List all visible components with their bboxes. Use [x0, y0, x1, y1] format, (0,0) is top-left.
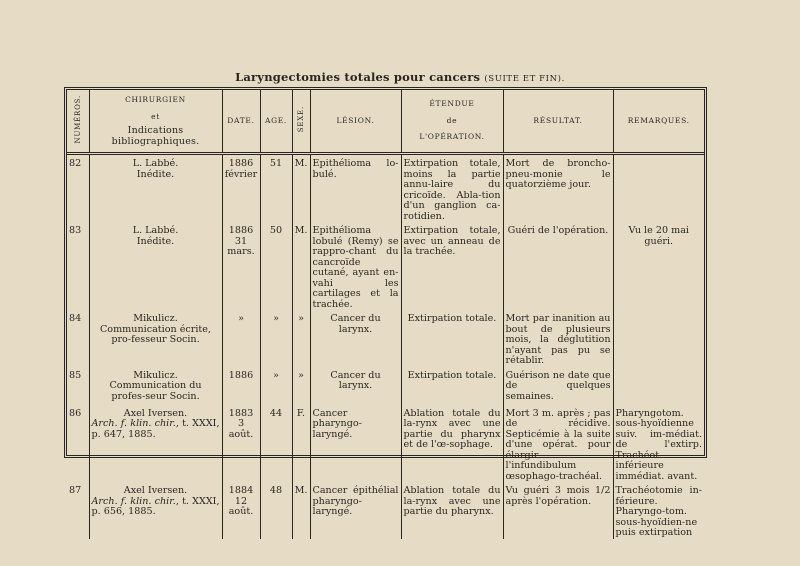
cell-lesion: Cancer du larynx.: [310, 310, 401, 367]
header-lesion: LÉSION.: [310, 90, 401, 154]
cell-chirurgien: Axel Iversen. Arch. f. klin. chir., t. XXXI, p. 656, 1885.: [89, 482, 222, 539]
cell-lesion: Cancer épithélial pharyngo-laryngé.: [310, 482, 401, 539]
cell-sexe: M.: [292, 154, 310, 223]
cell-etendue: Extirpation totale.: [401, 310, 503, 367]
page-title: [0, 70, 800, 84]
table-row: [67, 222, 704, 310]
cell-date: 1883 3 août.: [222, 405, 260, 483]
cell-etendue: Extirpation totale.: [401, 367, 503, 405]
cell-num: 87: [69, 485, 82, 496]
cell-num: 84: [69, 313, 82, 324]
cell-remarques: Vu le 20 mai guéri.: [613, 222, 704, 310]
cell-lesion: Cancer pharyngo-laryngé.: [310, 405, 401, 483]
header-numeros: NUMÉROS.: [67, 90, 89, 154]
cell-sexe: F.: [292, 405, 310, 483]
table-row: [67, 154, 704, 223]
cell-etendue: Extirpation totale, moins la partie annu-laire du cricoïde. Abla-tion d'un ganglion ca-rotidien.: [401, 154, 503, 223]
cell-remarques: Trachéotomie in-férieure. Pharyngo-tom. sous-hyoïdien-ne puis extirpation: [613, 482, 704, 539]
cell-num: 82: [69, 158, 82, 169]
table-row: [67, 367, 704, 405]
cell-age: »: [260, 367, 292, 405]
header-resultat: RÉSULTAT.: [503, 90, 613, 154]
cell-lesion: Epithélioma lobulé (Remy) se rappro-chant du cancroïde cutané, ayant en-vahi les cartilages et la trachée.: [310, 222, 401, 310]
cell-chirurgien: Mikulicz. Communication écrite, pro-fesseur Socin.: [89, 310, 222, 367]
cell-age: »: [260, 310, 292, 367]
cell-num: 86: [69, 407, 82, 419]
cell-resultat: Mort 3 m. après ; pas de récidive. Septicémie à la suite d'une opérat. pour élargir l'infundibulum œsophago-trachéal.: [503, 405, 613, 483]
table-row: [67, 310, 704, 367]
cell-resultat: Vu guéri 3 mois 1/2 après l'opération.: [503, 482, 613, 539]
cell-age: 50: [260, 222, 292, 310]
cell-resultat: Mort par inanition au bout de plusieurs mois, la déglutition n'ayant pas pu se rétablir.: [503, 310, 613, 367]
cell-chirurgien: L. Labbé. Inédite.: [89, 154, 222, 223]
cell-sexe: »: [292, 310, 310, 367]
cell-sexe: M.: [292, 222, 310, 310]
cell-remarques: [613, 154, 704, 223]
header-date: DATE.: [222, 90, 260, 154]
cell-resultat: Mort de broncho-pneu-monie le quatorzième jour.: [503, 154, 613, 223]
cell-remarques: Pharyngotom. sous-hyoïdienne suiv. im-médiat. de l'extirp. Trachéot. inférieure immédiat. avant.: [613, 405, 704, 483]
cell-date: »: [222, 310, 260, 367]
header-chirurgien: CHIRURGIEN et Indications bibliographiques.: [89, 90, 222, 154]
cell-sexe: »: [292, 367, 310, 405]
cell-remarques: [613, 310, 704, 367]
header-row: [67, 90, 704, 154]
cell-etendue: Ablation totale du la-rynx avec une partie du pharynx et de l'œ-sophage.: [401, 405, 503, 483]
title-main: Laryngectomies totales pour cancers: [235, 70, 481, 84]
cell-chirurgien: L. Labbé. Inédite.: [89, 222, 222, 310]
cell-resultat: Guérison ne date que de quelques semaines.: [503, 367, 613, 405]
cell-date: 1886 février: [222, 154, 260, 223]
cell-age: 48: [260, 482, 292, 539]
cell-num: 83: [69, 225, 82, 236]
header-sexe: SEXE.: [292, 90, 310, 154]
laryngectomy-table: [64, 87, 707, 538]
cell-age: 51: [260, 154, 292, 223]
header-remarques: REMARQUES.: [613, 90, 704, 154]
cell-lesion: Epithélioma lo-bulé.: [310, 154, 401, 223]
cell-date: 1886: [222, 367, 260, 405]
cell-date: 1886 31 mars.: [222, 222, 260, 310]
cell-age: 44: [260, 405, 292, 483]
cell-lesion: Cancer du larynx.: [310, 367, 401, 405]
title-suffix: (SUITE ET FIN).: [484, 74, 565, 84]
header-etendue: ÉTENDUE de L'OPÉRATION.: [401, 90, 503, 154]
cell-remarques: [613, 367, 704, 405]
header-age: AGE.: [260, 90, 292, 154]
cell-resultat: Guéri de l'opération.: [503, 222, 613, 310]
cell-chirurgien: Mikulicz. Communication du profes-seur Socin.: [89, 367, 222, 405]
table-row: [67, 482, 704, 539]
cell-sexe: M.: [292, 482, 310, 539]
table-row: [67, 405, 704, 483]
cell-num: 85: [69, 369, 82, 381]
cell-etendue: Extirpation totale, avec un anneau de la trachée.: [401, 222, 503, 310]
cell-etendue: Ablation totale du la-rynx avec une partie du pharynx.: [401, 482, 503, 539]
cell-chirurgien: Axel Iversen. Arch. f. klin. chir., t. XXXI, p. 647, 1885.: [89, 405, 222, 483]
cell-date: 1884 12 août.: [222, 482, 260, 539]
